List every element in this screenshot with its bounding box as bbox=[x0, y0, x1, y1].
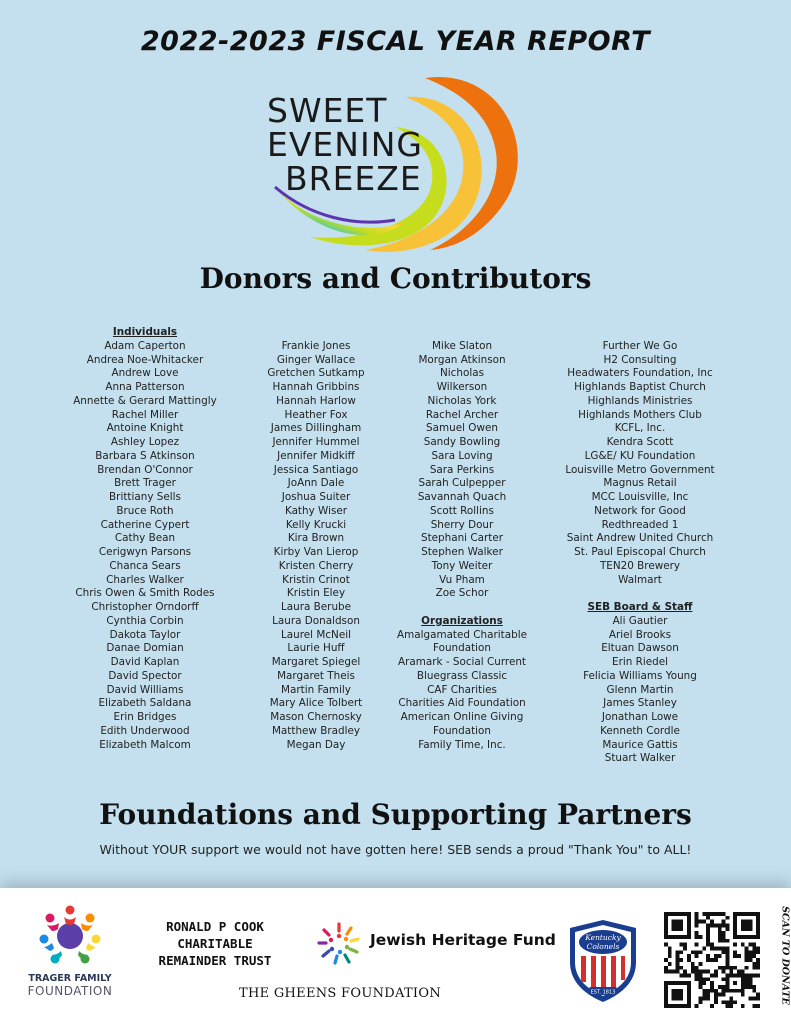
donor-name: Kirby Van Lierop bbox=[273, 546, 359, 558]
shield-icon bbox=[567, 918, 639, 1004]
people-wreath-icon bbox=[316, 921, 362, 967]
donor-name: Maurice Gattis bbox=[602, 738, 678, 751]
donor-name: Andrew Love bbox=[111, 367, 179, 380]
trager-foundation-logo bbox=[25, 903, 115, 998]
seb-logo bbox=[255, 72, 535, 257]
donor-name: TEN20 Brewery bbox=[599, 559, 681, 572]
donor-name: Megan Day bbox=[286, 738, 346, 751]
donor-name: Glenn Martin bbox=[606, 683, 674, 696]
donor-name: MCC Louisville, Inc bbox=[591, 491, 689, 503]
donor-name: Adam Caperton bbox=[104, 339, 186, 352]
donor-name: David Spector bbox=[108, 669, 182, 682]
donor-name: Erin Riedel bbox=[612, 656, 668, 668]
donor-name: Kenneth Cordle bbox=[600, 724, 680, 737]
donor-name: Antoine Knight bbox=[106, 422, 184, 435]
logo-word-breeze: BREEZE bbox=[285, 159, 422, 198]
colonels-line-1: Kentucky bbox=[585, 933, 621, 942]
donor-name: Bruce Roth bbox=[116, 504, 174, 517]
donor-name: Catherine Cypert bbox=[100, 518, 190, 531]
donor-name: Aramark - Social Current bbox=[397, 656, 526, 668]
donor-name: Kristen Cherry bbox=[278, 559, 354, 572]
donor-name: Laurie Huff bbox=[287, 642, 345, 655]
donor-name: Mary Alice Tolbert bbox=[269, 697, 363, 710]
donor-name: David Kaplan bbox=[110, 656, 180, 668]
jewish-heritage-fund-logo bbox=[316, 921, 556, 961]
donor-name: Zoe Schor bbox=[435, 587, 489, 600]
donor-name: Dakota Taylor bbox=[109, 628, 181, 641]
donor-name: Rachel Archer bbox=[425, 408, 499, 421]
donor-name: Edith Underwood bbox=[100, 724, 190, 737]
donor-name: Foundation bbox=[432, 724, 491, 737]
donor-name: Samuel Owen bbox=[426, 422, 498, 435]
donor-name: Tony Weiter bbox=[431, 559, 493, 572]
donate-qr-code[interactable] bbox=[664, 912, 760, 1008]
donor-name: Brendan O'Connor bbox=[97, 463, 193, 476]
donors-heading: Donors and Contributors bbox=[199, 262, 592, 295]
donor-name: Sherry Dour bbox=[430, 518, 494, 531]
donor-name: Cathy Bean bbox=[114, 532, 176, 545]
donor-name: Ashley Lopez bbox=[110, 436, 180, 448]
rpc-line-2: REMAINDER TRUST bbox=[158, 953, 272, 968]
donor-name: Elizabeth Malcom bbox=[99, 738, 191, 751]
donor-name: Charities Aid Foundation bbox=[398, 697, 526, 710]
donor-name: Laurel McNeil bbox=[281, 628, 351, 641]
donor-name: Andrea Noe-Whitacker bbox=[86, 353, 204, 366]
colonels-line-2: Colonels bbox=[586, 942, 620, 951]
donor-name: KCFL, Inc. bbox=[614, 422, 666, 435]
donor-column-1 bbox=[60, 326, 230, 752]
trager-name: TRAGER FAMILY bbox=[28, 973, 112, 984]
donor-name: Further We Go bbox=[602, 339, 678, 352]
donor-name: Louisville Metro Government bbox=[565, 463, 715, 476]
donor-name: Matthew Bradley bbox=[271, 724, 361, 737]
donor-name: Chris Owen & Smith Rodes bbox=[75, 587, 215, 600]
logo-word-evening: EVENING bbox=[267, 125, 423, 164]
donor-name: James Dillingham bbox=[270, 422, 362, 435]
jhf-name: Jewish Heritage Fund bbox=[370, 931, 556, 949]
donor-name: Vu Pham bbox=[439, 573, 485, 586]
donor-name: Wilkerson bbox=[436, 381, 488, 393]
individuals-heading: Individuals bbox=[112, 326, 178, 338]
gheens-foundation-logo: THE GHEENS FOUNDATION bbox=[239, 986, 441, 1001]
donor-column-4 bbox=[545, 326, 735, 766]
donor-name: Saint Andrew United Church bbox=[566, 532, 714, 545]
donor-name: Kendra Scott bbox=[606, 436, 674, 448]
report-title: 2022-2023 FISCAL YEAR REPORT bbox=[140, 26, 651, 57]
donor-name: CAF Charities bbox=[427, 683, 497, 696]
donor-name: Jennifer Midkiff bbox=[277, 449, 355, 462]
donor-name: Cynthia Corbin bbox=[106, 614, 184, 627]
donor-name: Jessica Santiago bbox=[273, 463, 359, 476]
logo-word-sweet: SWEET bbox=[267, 91, 388, 130]
donor-name: Highlands Ministries bbox=[587, 394, 693, 407]
donor-name: Network for Good bbox=[594, 504, 686, 517]
donor-name: Walmart bbox=[618, 573, 662, 586]
donor-name: LG&E/ KU Foundation bbox=[584, 449, 696, 462]
donor-name: American Online Giving bbox=[400, 711, 524, 723]
donor-name: Annette & Gerard Mattingly bbox=[73, 394, 217, 407]
thank-you-text: Without YOUR support we would not have gotten here! SEB sends a proud "Thank You" to ALL! bbox=[99, 842, 692, 857]
donor-name: Scott Rollins bbox=[430, 504, 494, 517]
donor-name: Rachel Miller bbox=[111, 408, 179, 421]
donor-name: Eltuan Dawson bbox=[601, 642, 679, 655]
foundations-heading: Foundations and Supporting Partners bbox=[99, 798, 692, 831]
donor-name: Savannah Quach bbox=[417, 491, 507, 503]
kentucky-colonels-logo bbox=[567, 918, 639, 1004]
donor-name: Felicia Williams Young bbox=[583, 669, 697, 682]
donor-name: Chanca Sears bbox=[109, 559, 181, 572]
donor-name: Redthreaded 1 bbox=[601, 518, 679, 531]
donor-name: David Williams bbox=[106, 683, 184, 696]
donor-name: Laura Donaldson bbox=[272, 614, 360, 627]
donor-name: Heather Fox bbox=[284, 408, 348, 421]
donor-name: Stephani Carter bbox=[420, 532, 504, 545]
donor-name: Morgan Atkinson bbox=[418, 353, 506, 366]
donor-name: Mason Chernosky bbox=[270, 711, 362, 723]
donor-name: Magnus Retail bbox=[603, 477, 677, 490]
donor-name: Ali Gautier bbox=[612, 614, 668, 627]
donor-name: Highlands Baptist Church bbox=[574, 381, 706, 393]
donor-column-3 bbox=[384, 326, 540, 752]
donor-name: Stephen Walker bbox=[421, 546, 503, 558]
donor-name: James Stanley bbox=[603, 697, 677, 710]
donor-name: Elizabeth Saldana bbox=[98, 697, 192, 710]
donor-name: Ginger Wallace bbox=[276, 353, 356, 366]
partners-band bbox=[0, 888, 791, 1024]
donor-name: Ariel Brooks bbox=[608, 628, 672, 641]
donor-name: Mike Slaton bbox=[431, 339, 493, 352]
donor-name: Sarah Culpepper bbox=[418, 477, 506, 490]
donor-name: Hannah Harlow bbox=[276, 394, 356, 407]
donor-name: Christopher Orndorff bbox=[91, 601, 199, 613]
donor-name: Family Time, Inc. bbox=[418, 738, 506, 751]
donor-name: Margaret Theis bbox=[277, 669, 355, 682]
donor-name: Sandy Bowling bbox=[423, 436, 501, 448]
donor-name: Stuart Walker bbox=[604, 752, 676, 765]
trager-foundation-word: FOUNDATION bbox=[27, 984, 113, 998]
donor-name: Laura Berube bbox=[280, 601, 352, 613]
donor-name: Kira Brown bbox=[287, 532, 345, 545]
qr-code-icon bbox=[664, 912, 760, 1008]
donor-name: Danae Domian bbox=[106, 642, 184, 655]
donor-name: Martin Family bbox=[281, 683, 351, 696]
donor-name: Highlands Mothers Club bbox=[578, 408, 702, 421]
donor-name: Sara Loving bbox=[431, 449, 493, 462]
donor-name: Kelly Krucki bbox=[285, 518, 347, 531]
donor-name: Margaret Spiegel bbox=[271, 656, 361, 668]
donor-name: Amalgamated Charitable bbox=[397, 628, 527, 641]
donor-name: Jonathan Lowe bbox=[601, 711, 679, 723]
scan-to-donate-label: SCAN TO DONATE bbox=[779, 906, 791, 1005]
donor-name: Foundation bbox=[432, 642, 491, 655]
donor-name: Erin Bridges bbox=[113, 711, 177, 723]
colonels-est: EST. 1813 bbox=[590, 989, 616, 996]
donor-name: Kathy Wiser bbox=[284, 504, 348, 517]
rpc-line-1: RONALD P COOK CHARITABLE bbox=[166, 919, 264, 951]
donor-name: Bluegrass Classic bbox=[416, 669, 508, 682]
donor-name: Charles Walker bbox=[106, 573, 184, 586]
donor-name: Kristin Eley bbox=[286, 587, 346, 600]
donor-name: Jennifer Hummel bbox=[272, 436, 360, 448]
donor-name: Brett Trager bbox=[114, 477, 176, 490]
organizations-heading: Organizations bbox=[421, 614, 503, 627]
donor-name: Barbara S Atkinson bbox=[95, 449, 195, 462]
donor-name: Brittiany Sells bbox=[109, 491, 181, 503]
board-heading: SEB Board & Staff bbox=[587, 601, 693, 613]
donor-name: Headwaters Foundation, Inc bbox=[567, 367, 713, 380]
donor-name: Kristin Crinot bbox=[282, 573, 350, 586]
donor-name: Anna Patterson bbox=[105, 381, 185, 393]
donor-name: St. Paul Episcopal Church bbox=[574, 546, 706, 558]
donor-name: H2 Consulting bbox=[603, 353, 677, 366]
donor-name: JoAnn Dale bbox=[287, 477, 345, 490]
donor-name: Frankie Jones bbox=[281, 339, 351, 352]
donor-name: Hannah Gribbins bbox=[272, 381, 360, 393]
donor-column-2 bbox=[232, 326, 400, 752]
donor-name: Gretchen Sutkamp bbox=[267, 367, 365, 380]
donor-name: Joshua Suiter bbox=[281, 491, 351, 503]
ronald-cook-trust-logo bbox=[130, 918, 300, 969]
donor-name: Cerigwyn Parsons bbox=[98, 546, 192, 558]
people-circle-icon bbox=[38, 903, 102, 967]
donor-name: Sara Perkins bbox=[429, 463, 495, 476]
donor-name: Nicholas bbox=[440, 367, 484, 380]
donor-name: Nicholas York bbox=[427, 394, 497, 407]
